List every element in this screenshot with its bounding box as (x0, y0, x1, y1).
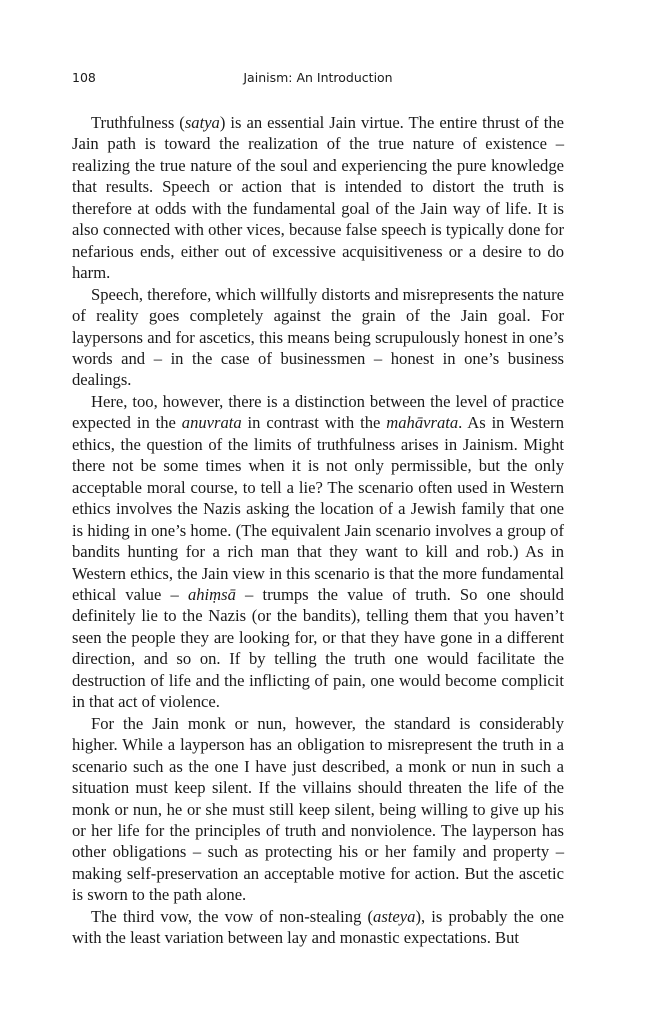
paragraph-3: Here, too, however, there is a distinction between the level of practice expected in the anuvrata in contrast with the mahāvrata. As in Western ethics, the question of the limits of truthfulness arises in Jainism. Might there not be some times when it is not only permissible, but the only acceptable moral course, to tell a lie? The scenario often used in Western ethics involves the Nazis asking the location of a Jewish family that one is hiding in one’s home. (The equivalent Jain scenario involves a group of bandits hunting for a rich man that they want to kill and rob.) As in Western ethics, the Jain view in this scenario is that the more fundamental ethical value – ahiṃsā – trumps the value of truth. So one should definitely lie to the Nazis (or the bandits), telling them that you haven’t seen the people they are looking for, or that they have gone in a different direction, and so on. If by telling the truth one would facilitate the destruction of life and the inflicting of pain, one would become complicit in that act of violence. (72, 391, 565, 712)
italic-term: mahāvrata (386, 413, 459, 433)
italic-term: satya (184, 113, 220, 132)
paragraph-1: Truthfulness (satya) is an essential Jain virtue. The entire thrust of the Jain path is toward the realization of the true nature of existence – realizing the true nature of the soul and experiencing the pure knowledge that results. Speech or action that is intended to distort the truth is therefore at odds with the fundamental goal of the Jain way of life. It is also connected with other vices, because false speech is typically done for nefarious ends, either out of excessive acquisitiveness or a desire to do harm. (72, 113, 564, 283)
italic-term: asteya (373, 906, 416, 926)
italic-term: anuvrata (181, 413, 242, 433)
page-number: 108 (72, 70, 96, 85)
italic-term: ahiṃsā (187, 584, 236, 604)
paragraph-2: Speech, therefore, which willfully distorts and misrepresents the nature of reality goes completely against the grain of the Jain goal. For laypersons and for ascetics, this means being scrupulously honest in one’s words and – in the case of businessmen – honest in one’s business dealings. (72, 284, 564, 390)
running-title: Jainism: An Introduction (243, 70, 393, 85)
running-header (72, 70, 564, 90)
paragraph-5: The third vow, the vow of non-stealing (asteya), is probably the one with the least variation between lay and monastic expectations. But (72, 906, 564, 948)
body-text (72, 112, 564, 949)
paragraph-4: For the Jain monk or nun, however, the standard is considerably higher. While a layperson has an obligation to misrepresent the truth in a scenario such as the one I have just described, a monk or nun in such a situation must keep silent. If the villains should threaten the life of the monk or nun, he or she must still keep silent, being willing to give up his or her life for the principles of truth and nonviolence. The layperson has other obligations – such as protecting his or her family and property – making self-preservation an acceptable motive for action. But the ascetic is sworn to the path alone. (72, 713, 564, 905)
